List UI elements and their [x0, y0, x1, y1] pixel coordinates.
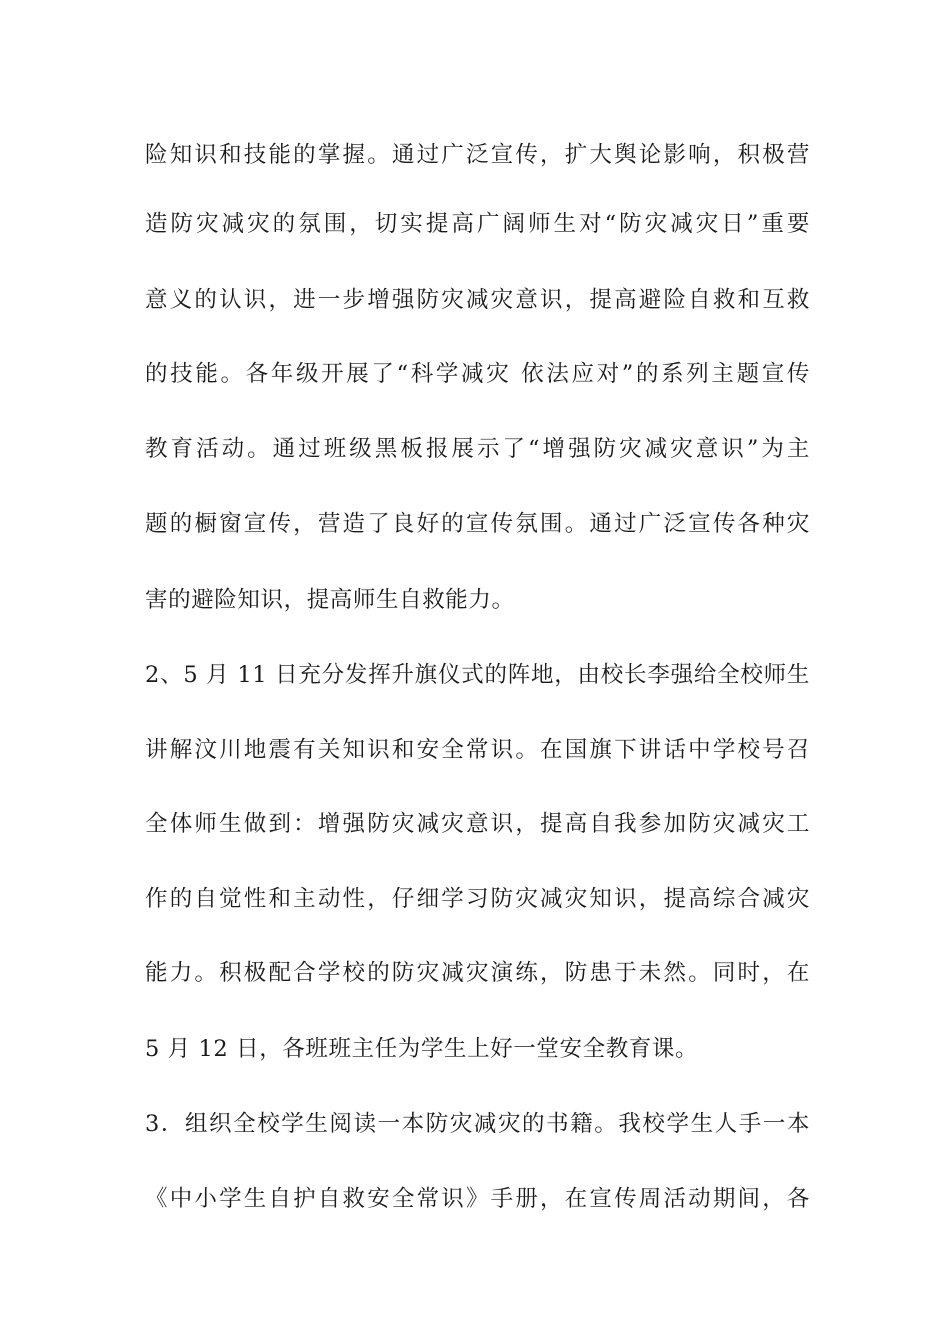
text-line-13: 5 月 12 日，各班班主任为学生上好一堂安全教育课。: [145, 1036, 699, 1062]
text-line-2: 造防灾减灾的氛围，切实提高广阔师生对“防灾减灾日”重要: [145, 211, 810, 237]
text-line-7: 害的避险知识，提高师生自救能力。: [145, 587, 515, 613]
text-line-14: 3．组织全校学生阅读一本防灾减灾的书籍。我校学生人手一本: [145, 1111, 810, 1137]
text-line-8: 2、5 月 11 日充分发挥升旗仪式的阵地，由校长李强给全校师生: [145, 662, 810, 688]
text-line-15: 《中小学生自护自救安全常识》手册，在宣传周活动期间，各: [145, 1186, 810, 1212]
text-line-3: 意义的认识，进一步增强防灾减灾意识，提高避险自救和互救: [145, 287, 810, 313]
text-line-6: 题的橱窗宣传，营造了良好的宣传氛围。通过广泛宣传各种灾: [145, 511, 810, 537]
text-line-9: 讲解汶川地震有关知识和安全常识。在国旗下讲话中学校号召: [145, 737, 810, 763]
text-line-4: 的技能。各年级开展了“科学减灾 依法应对”的系列主题宣传: [145, 361, 810, 387]
text-line-11: 作的自觉性和主动性，仔细学习防灾减灾知识，提高综合减灾: [145, 886, 810, 912]
text-line-1: 险知识和技能的掌握。通过广泛宣传，扩大舆论影响，积极营: [145, 142, 810, 168]
text-line-5: 教育活动。通过班级黑板报展示了“增强防灾减灾意识”为主: [145, 436, 810, 462]
text-line-10: 全体师生做到：增强防灾减灾意识，提高自我参加防灾减灾工: [145, 811, 810, 837]
text-line-12: 能力。积极配合学校的防灾减灾演练，防患于未然。同时，在: [145, 960, 810, 986]
